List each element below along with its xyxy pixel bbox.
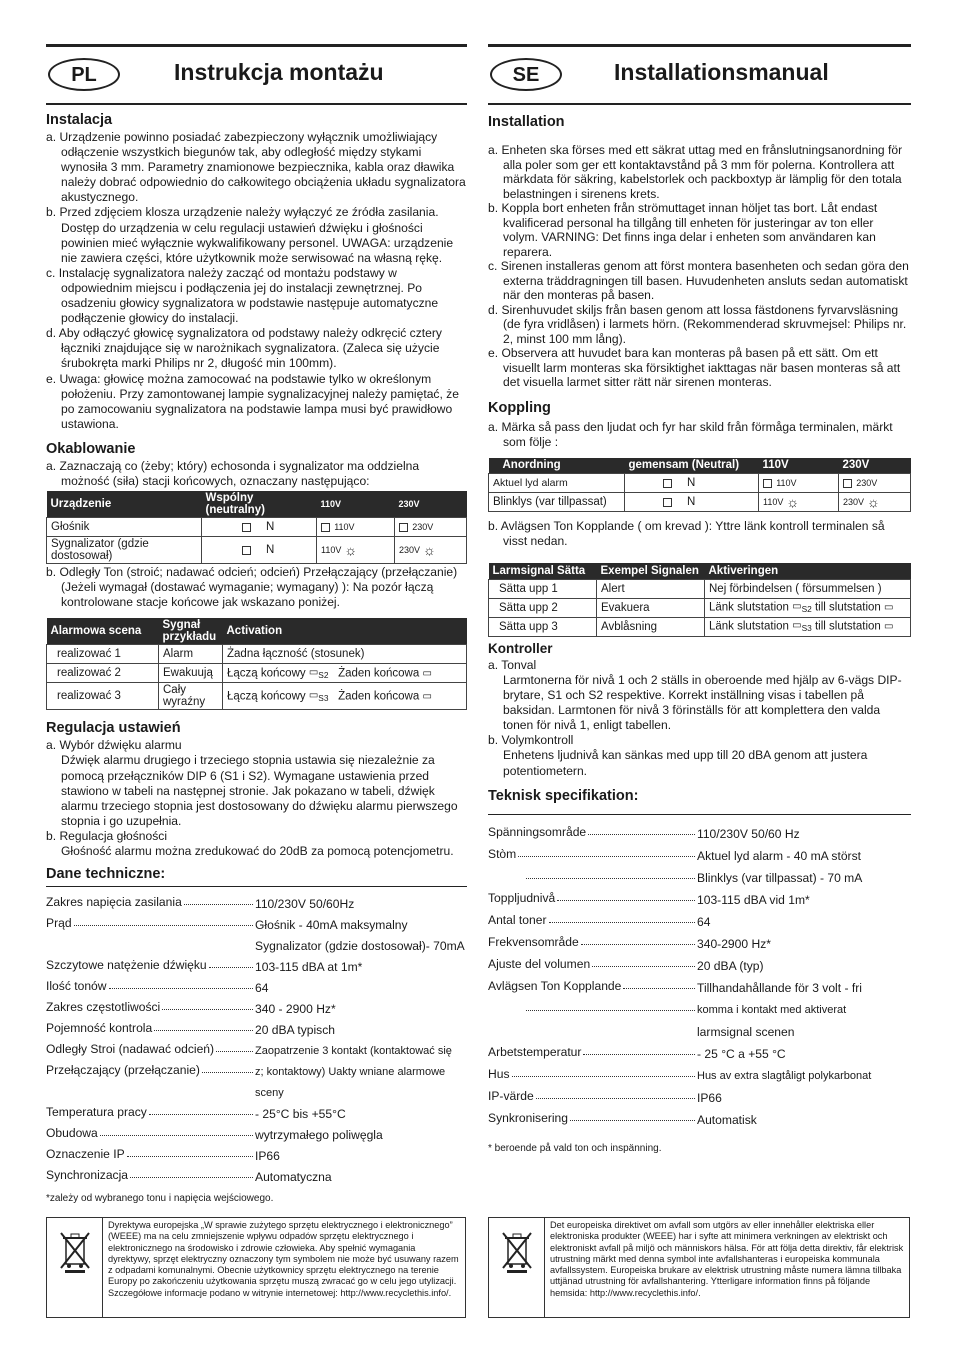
spec-row xyxy=(488,1087,911,1109)
table-cell: Sygnalizator (gdzie dostosował) xyxy=(47,537,202,564)
terminal-link-icon: $▭_{S3}$ xyxy=(792,620,812,634)
spec-label: Synkronisering xyxy=(488,1110,568,1125)
spec-row xyxy=(488,999,911,1021)
instruction-item: a. Zaznaczają co (żeby; który) echosonda i sygnalizator ma oddzielna możność (siła) stacji końcowych, oznaczany następująco: xyxy=(46,458,420,488)
voltage-label: 110V xyxy=(763,496,784,507)
pl-column xyxy=(46,44,467,1204)
spec-label: Prąd xyxy=(46,916,72,931)
neutral-label: N xyxy=(687,477,696,490)
neutral-label: N xyxy=(687,496,696,509)
spec-row xyxy=(488,823,911,845)
spec-value: Zaopatrzenie 3 kontakt (kontaktować się xyxy=(255,1045,452,1058)
spec-label: Antal toner xyxy=(488,912,547,927)
table-cell: Sätta upp 1 xyxy=(489,579,597,598)
spec-row xyxy=(46,1061,467,1082)
table-header: Wspólny (neutralny) xyxy=(202,491,317,518)
spec-row xyxy=(46,1040,467,1061)
table-header: Anordning xyxy=(489,458,625,474)
spec-row xyxy=(488,911,911,933)
spec-row xyxy=(46,1019,467,1040)
table-cell: Länk slutstation xyxy=(709,601,789,614)
spec-label: Stòm xyxy=(488,846,517,861)
speaker-icon xyxy=(321,523,330,532)
table-cell: Żaden końcowa xyxy=(338,690,420,703)
weee-notice xyxy=(46,1217,466,1318)
spec-row xyxy=(488,1021,911,1043)
speaker-icon xyxy=(663,498,672,507)
activation-table xyxy=(488,563,911,637)
spec-label: Zakres częstotliwości xyxy=(46,1000,161,1015)
spec-row xyxy=(488,933,911,955)
voltage-label: 110V xyxy=(776,477,797,488)
table-header: Larmsignal Sätta xyxy=(489,563,597,579)
instruction-item: b. Przed zdjęciem klosza urządzenie należy wyłączyć ze źródła zasilania. Dostęp do urządzenia w celu regulacji ustawień dźwięku i głośności powinien mieć wyłącznie wykwalifikowany personel. UWAGA: urządzenie nie zawiera części, które użytkownik może serwisować na własną rękę. xyxy=(46,205,454,265)
spec-row xyxy=(46,935,467,956)
spec-row xyxy=(46,977,467,998)
spec-row xyxy=(488,955,911,977)
spec-value: Blinklys (var tillpassat) - 70 mA xyxy=(697,870,863,885)
table-cell: Alert xyxy=(597,579,705,598)
section-heading: Installation xyxy=(488,114,565,130)
table-row xyxy=(489,598,911,617)
spec-label: Oznaczenie IP xyxy=(46,1147,125,1162)
neutral-label: N xyxy=(266,544,275,557)
spec-label: Temperatura pracy xyxy=(46,1105,147,1120)
table-cell: Żaden końcowa xyxy=(338,667,420,680)
table-header: gemensam (Neutral) xyxy=(625,458,759,474)
spec-label: Pojemność kontrola xyxy=(46,1021,153,1036)
speaker-icon xyxy=(242,523,251,532)
section-heading: Instalacja xyxy=(46,112,113,128)
table-row xyxy=(47,645,467,664)
spec-value: 64 xyxy=(255,981,269,996)
table-cell: Blinklys (var tillpassat) xyxy=(489,493,625,512)
spec-label: Odległy Stroi (nadawać odcień) xyxy=(46,1042,215,1057)
terminal-link-icon: ▭ xyxy=(884,621,894,633)
section-heading: Okablowanie xyxy=(46,440,136,457)
table-cell: Aktuel lyd alarm xyxy=(489,474,625,493)
voltage-label: 230V xyxy=(856,477,878,488)
spec-label: Obudowa xyxy=(46,1126,98,1141)
instruction-item: b. Koppla bort enheten från strömuttaget innan höljet tas bort. Låt endast kvalificerad personal ha tillgång till enheten för justeringar av ton eller volym. VARNING: Det finns inga delar i enheten som användaren kan reparera. xyxy=(488,201,878,259)
table-cell: till slutstation xyxy=(814,620,881,633)
spec-list xyxy=(488,823,911,1131)
spec-row xyxy=(46,956,467,977)
spec-row xyxy=(46,998,467,1019)
speaker-icon xyxy=(763,479,772,488)
table-row xyxy=(47,683,467,710)
spec-label: Hus xyxy=(488,1066,510,1081)
spec-value: 20 dBA typisch xyxy=(255,1023,336,1038)
table-cell: realizować 1 xyxy=(47,645,159,664)
table-header: 110V xyxy=(759,458,839,474)
table-row xyxy=(489,617,911,636)
spec-row xyxy=(488,977,911,999)
speaker-icon xyxy=(399,523,408,532)
table-header: 230V xyxy=(839,458,911,474)
section-heading: Dane techniczne: xyxy=(46,866,166,883)
instruction-item: c. Sirenen installeras genom att först montera basenheten och sedan göra den externa träddragningen till basen. Huvudenheten ansluts sedan automatiskt när den monteras på basen. xyxy=(488,259,909,302)
spec-label: Szczytowe natężenie dźwięku xyxy=(46,958,207,973)
table-header: Alarmowa scena xyxy=(47,618,159,645)
neutral-label: N xyxy=(266,521,275,534)
weee-text: Dyrektywa europejska „W sprawie zużytego sprzętu elektrycznego i elektronicznego” (WEEE) ma na celu zmniejszenie wpływu odpadów sprzętu elektrycznego i elektronicznego na środowisko i zdrowie człowieka. Aby spełnić wymagania dyrektywy, sprzęt elektryczny oznaczony tym symbolem nie może być usuwany razem z odpadami komunalnymi. Obecnie użytkownicy sprzętu elektrycznego na terenie Europy po zakończeniu użytkowania sprzętu muszą zwracać go w celu jego utylizacji. Szczegółowe informacje podano w witrynie internetowej: http://www.recyclethis.info/. xyxy=(108,1220,459,1298)
paragraph: Larmtonerna för nivå 1 och 2 ställs in oberoende med hjälp av 6-vägs DIP-brytare, S1 och S2 respektive. Korrekt inställning visas i tabellen på baksidan. Larmtonen för nivå 3 förinställs för att komplettera den valda tonen för nivå 1, enligt tabellen. xyxy=(503,672,902,733)
spec-label: Spänningsområde xyxy=(488,824,587,839)
instruction-item: e. Uwaga: głowicę można zamocować na podstawie tylko w określonym położeniu. Przy zamontowanej lampie sygnalizacyjnej należy pamiętać, że po zamocowaniu sygnalizatora na podstawie lampa musi być prawidłowo ustawiona. xyxy=(46,371,459,431)
instruction-item: e. Observera att huvudet bara kan monteras på basen på ett sätt. Om ett visuellt larm monteras ska försiktighet iakttagas när basen monteras så att det visuella larmet sitter rätt när sirenen monteras. xyxy=(488,346,901,389)
table-header: Aktiveringen xyxy=(705,563,911,579)
spec-value: komma i kontakt med aktiverat xyxy=(697,1003,847,1016)
spec-label: IP-värde xyxy=(488,1088,534,1103)
wiring-table xyxy=(46,491,467,564)
paragraph: Enhetens ljudnivå kan sänkas med upp till 20 dBA genom att justera potentiometern. xyxy=(503,748,868,778)
instruction-item: b. Odległy Ton (stroić; nadawać odcień; odcień) Przełączający (przełączanie) (Jeżeli wymagał (dostawać wymaganie; wymagany) ): Na pozór łączą kontrolowane stacje końcowe jak wskazano poniżej. xyxy=(46,565,458,610)
weee-text: Det europeiska direktivet om avfall som utgörs av eller innehåller elektriska eller elektroniska produkter (WEEE) har i syfte att minimera verkningen av elektriskt och elektroniskt avfall på miljö och människors hälsa. För att följa detta direktiv, får elektrisk utrustning märkt med denna symbol inte avfallshanteras i europeiska kommunala avfallssystem. Europeiska brukare av elektrisk utrustning måste numera lämna tillbaka uttjänad utrustning för avfallshantering. Ytterligare information finns på följande hemsida: http://www.recyclethis.info/. xyxy=(550,1220,904,1298)
table-header: Urządzenie xyxy=(47,491,202,518)
spec-value: larmsignal scenen xyxy=(697,1024,795,1039)
spec-row xyxy=(488,1043,911,1065)
spec-value: 64 xyxy=(697,914,711,929)
spec-row xyxy=(46,1145,467,1166)
terminal-link-icon: $▭_{S2}$ xyxy=(308,666,329,680)
table-cell: till slutstation xyxy=(814,601,881,614)
se-header xyxy=(488,47,911,103)
spec-value: 20 dBA (typ) xyxy=(697,958,764,973)
table-cell: Avblåsning xyxy=(597,617,705,636)
weee-notice xyxy=(488,1217,910,1318)
terminal-link-icon: $▭_{S2}$ xyxy=(792,601,812,615)
spec-list xyxy=(46,893,467,1187)
terminal-link-icon: $▭_{S3}$ xyxy=(308,689,329,703)
spec-value: 340-2900 Hz* xyxy=(697,936,771,951)
instruction-item: a. Märka så pass den ljudat och fyr har skild från förmåga terminalen, märkt som följe : xyxy=(488,419,893,449)
section-heading: Regulacja ustawień xyxy=(46,720,181,737)
section-heading: Koppling xyxy=(488,399,551,416)
weee-bin-icon xyxy=(489,1218,545,1317)
table-cell: Żadna łączność (stosunek) xyxy=(223,645,467,664)
terminal-link-icon: ▭ xyxy=(422,667,432,679)
spec-row xyxy=(46,893,467,914)
paragraph: Głośność alarmu można zredukować do 20dB za pomocą potencjometru. xyxy=(61,844,454,858)
spec-row xyxy=(488,1065,911,1087)
paragraph: b. Regulacja głośności xyxy=(46,828,168,843)
language-badge: SE xyxy=(490,58,562,91)
table-cell: Głośnik xyxy=(47,518,202,537)
spec-value: IP66 xyxy=(255,1149,280,1164)
spec-value: sceny xyxy=(255,1087,284,1100)
spec-row xyxy=(46,1124,467,1145)
table-header: Activation xyxy=(223,618,467,645)
paragraph: a. Wybór dźwięku alarmu xyxy=(46,738,182,753)
spec-label: Synchronizacja xyxy=(46,1168,129,1183)
table-row xyxy=(489,474,911,493)
se-column xyxy=(488,44,911,1154)
instruction-item: d. Sirenhuvudet skiljs från basen genom att lossa fästdonens fyrvarvsläsning (de fyra vridlåsen) i larmets hörn. (Rekommenderad skruvmejsel: Philips nr. 2, minst 100 mm lång). xyxy=(488,302,907,346)
spec-value: 103-115 dBA vid 1m* xyxy=(697,892,810,907)
table-row xyxy=(47,664,467,683)
footnote: *zależy od wybranego tonu i napięcia wejściowego. xyxy=(46,1193,274,1205)
spec-value: IP66 xyxy=(697,1090,722,1105)
spec-value: Tillhandahållande för 3 volt - fri xyxy=(697,980,862,995)
spec-row xyxy=(488,845,911,867)
table-cell: realizować 3 xyxy=(47,683,159,710)
voltage-label: 230V xyxy=(412,521,434,532)
paragraph: b. Volymkontroll xyxy=(488,733,574,748)
spec-row xyxy=(46,1082,467,1103)
speaker-icon xyxy=(663,479,672,488)
spec-row xyxy=(488,889,911,911)
table-cell: realizować 2 xyxy=(47,664,159,683)
table-cell: Łączą końcowy xyxy=(227,667,306,680)
flash-icon: ☼ xyxy=(867,494,880,511)
section-heading: Kontroller xyxy=(488,640,553,656)
spec-value: wytrzymałego poliwęgla xyxy=(255,1128,383,1143)
table-cell: Ewakuują xyxy=(159,664,223,683)
activation-table xyxy=(46,618,467,710)
spec-row xyxy=(46,1166,467,1187)
table-row xyxy=(489,493,911,512)
spec-row xyxy=(46,1103,467,1124)
voltage-label: 230V xyxy=(843,496,865,507)
instruction-item: a. Enheten ska förses med ett säkrat uttag med en frånslutningsanordning för alla poler som ger ett kontaktavstånd på 3 mm för polerna. Kontrollera att märkdata för säkring, kabelstorlek och packboxtyp är lämplig för den totala belastningen i sirenens krets. xyxy=(488,143,903,201)
paragraph: Dźwięk alarmu drugiego i trzeciego stopnia ustawia się niezależnie za pomocą przełączników DIP 6 (S1 i S2). Wymagane ustawienia przed stawiono w tabeli na następnej stronie. Jak pokazano w tabeli, dźwięk alarmu trzeciego stopnia jest dostosowany do dźwięku alarmu pierwszego stopnia i go uzupełnia. xyxy=(61,753,458,828)
table-header: 230V xyxy=(395,491,467,518)
footnote: * beroende på vald ton och inspänning. xyxy=(488,1142,662,1154)
table-row xyxy=(47,537,467,564)
instruction-item: d. Aby odłączyć głowicę sygnalizatora od podstawy należy odkręcić cztery łączniki znajdujące się w narożnikach sygnalizatora. (Zaleca się użycie śrubokręta marki Philips nr 2, długość min 100mm). xyxy=(46,326,442,371)
section-heading: Teknisk specifikation: xyxy=(488,787,639,804)
table-cell: Łączą końcowy xyxy=(227,690,306,703)
spec-value: Automatyczna xyxy=(255,1170,332,1185)
spec-label: Frekvensområde xyxy=(488,934,579,949)
table-cell: Evakuera xyxy=(597,598,705,617)
table-row xyxy=(489,579,911,598)
spec-value: 340 - 2900 Hz* xyxy=(255,1002,336,1017)
wiring-table xyxy=(488,458,911,513)
page-title: Installationsmanual xyxy=(614,59,829,85)
table-cell: Alarm xyxy=(159,645,223,664)
spec-row xyxy=(488,867,911,889)
voltage-label: 110V xyxy=(321,544,342,555)
table-header: 110V xyxy=(317,491,395,518)
table-row xyxy=(47,518,467,537)
spec-value: Sygnalizator (gdzie dostosował)- 70mA xyxy=(255,939,465,954)
pl-header xyxy=(46,47,467,103)
table-cell: Länk slutstation xyxy=(709,620,789,633)
table-cell: Sätta upp 2 xyxy=(489,598,597,617)
spec-value: Hus av extra slagtåligt polykarbonat xyxy=(697,1069,872,1082)
table-header: Exempel Signalen xyxy=(597,563,705,579)
table-header: Sygnał przykładu xyxy=(159,618,223,645)
spec-label: Ilość tonów xyxy=(46,979,107,994)
table-cell: Nej förbindelsen ( försummelsen ) xyxy=(705,579,911,598)
weee-bin-icon xyxy=(47,1218,103,1317)
instruction-item: c. Instalację sygnalizatora należy zacząć od montażu podstawy w odpowiednim miejscu i podłączenia jej do instalacji zewnętrznej. Po osadzeniu głowicy sygnalizatora w podstawie następuje automatyczne podłączenie głowicy do instalacji. xyxy=(46,265,439,326)
spec-value: 103-115 dBA at 1m* xyxy=(255,960,363,975)
spec-label: Avlägsen Ton Kopplande xyxy=(488,978,622,993)
spec-label: Zakres napięcia zasilania xyxy=(46,895,182,910)
spec-label: Toppljudnivå xyxy=(488,890,556,905)
spec-label: Arbetstemperatur xyxy=(488,1044,582,1059)
spec-value: Automatisk xyxy=(697,1112,757,1127)
terminal-link-icon: ▭ xyxy=(422,690,432,702)
flash-icon: ☼ xyxy=(786,494,800,511)
voltage-label: 230V xyxy=(399,544,421,555)
page-title: Instrukcja montażu xyxy=(174,59,384,85)
spec-value: Głośnik - 40mA maksymalny xyxy=(255,918,408,933)
spec-row xyxy=(488,1109,911,1131)
instruction-item: a. Urządzenie powinno posiadać zabezpieczony wyłącznik umożliwiający odłączenie wszystkich biegunów tak, aby odległość między stykami wynosiła 3 mm. Parametry znamionowe bezpiecznika, kabla oraz dławika należy dobrać odpowiednio do całkowitego obciążenia układu sygnalizatora akustycznego. xyxy=(46,130,466,205)
speaker-icon xyxy=(843,479,852,488)
spec-value: 110/230V 50/60Hz xyxy=(255,897,355,912)
spec-label: Przełączający (przełączanie) xyxy=(46,1063,200,1078)
spec-label: Ajuste del volumen xyxy=(488,956,591,971)
voltage-label: 110V xyxy=(334,521,355,532)
flash-icon: ☼ xyxy=(423,542,436,559)
paragraph: a. Tonval xyxy=(488,657,537,672)
terminal-link-icon: ▭ xyxy=(884,602,894,614)
instruction-item: b. Avlägsen Ton Kopplande ( om krevad ): Yttre länk kontroll terminalen så visst nedan. xyxy=(488,519,885,549)
spec-value: - 25 °C a +55 °C xyxy=(697,1046,786,1061)
table-cell: Cały wyraźny xyxy=(159,683,223,710)
table-cell: Sätta upp 3 xyxy=(489,617,597,636)
language-badge: PL xyxy=(48,58,120,91)
spec-value: z; kontaktowy) Uakty wniane alarmowe xyxy=(255,1066,446,1079)
flash-icon: ☼ xyxy=(344,542,358,559)
speaker-icon xyxy=(242,546,251,555)
spec-value: Aktuel lyd alarm - 40 mA störst xyxy=(697,848,861,863)
spec-value: 110/230V 50/60 Hz xyxy=(697,826,800,841)
spec-value: - 25°C bis +55°C xyxy=(255,1107,346,1122)
spec-row xyxy=(46,914,467,935)
